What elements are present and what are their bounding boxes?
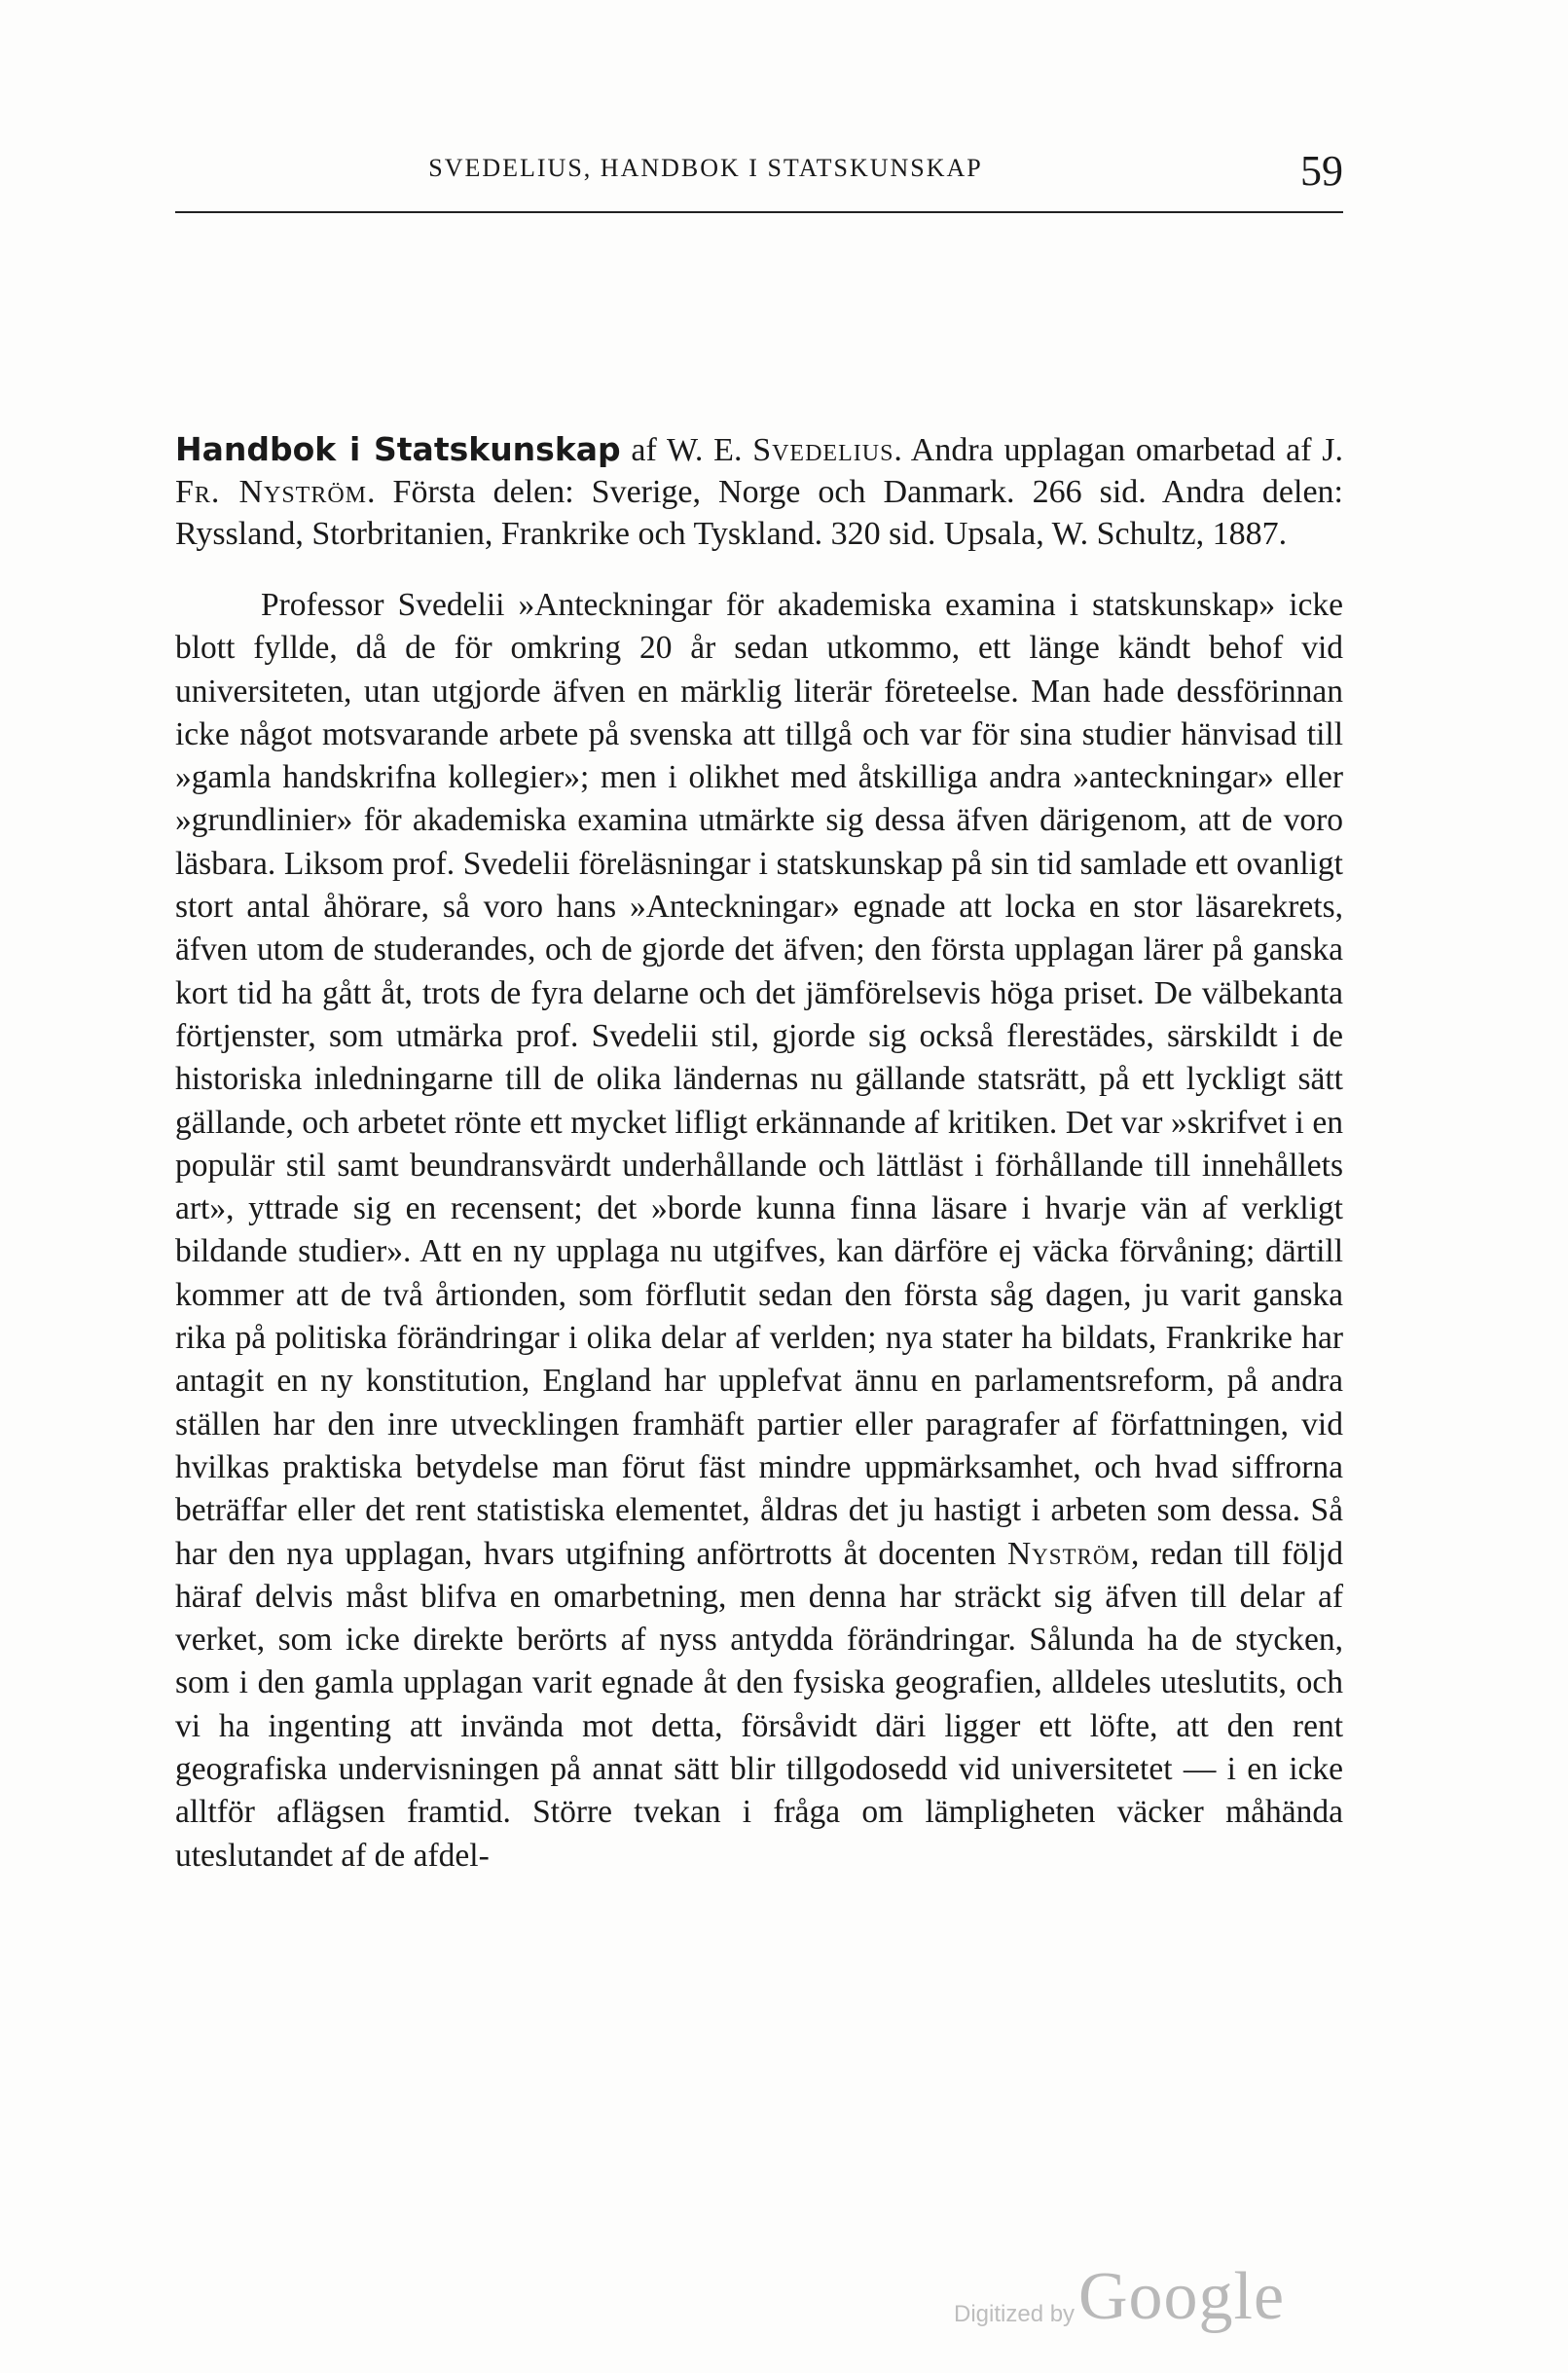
paragraph-text: , redan till följd häraf delvis måst blifva en omarbetning, men denna har sträckt sig äfven till delar af verket, som icke direkte berörts af nyss antydda förändringar. Sålunda ha de stycken, som i den gamla upplagan varit egnade åt den fysiska geografien, alldeles uteslutits, och vi ha ingenting att invända mot detta, försåvidt däri ligger ett löfte, att den rent geografiska undervisningen på annat sätt blir tillgodosedd vid universitetet — i en icke alltför aflägsen framtid. Större tvekan i fråga om lämpligheten väcker måhända uteslutandet af de afdel- (175, 1535, 1343, 1874)
running-title: SVEDELIUS, HANDBOK I STATSKUNSKAP (428, 154, 983, 182)
google-logo: Google (1078, 2259, 1286, 2334)
page-number: 59 (1300, 147, 1343, 195)
header-rule (175, 211, 1343, 213)
citation-text: . Första delen: Sverige, Norge och Danmark. 266 sid. Andra delen: Ryssland, Storbritanien, Frankrike och Tyskland. 320 sid. Upsala, W. Schultz, 1887. (175, 474, 1343, 552)
paragraph-text: Professor Svedelii »Anteckningar för akademiska examina i statskunskap» icke blott fyllde, då de för omkring 20 år sedan utkommo, ett länge kändt behof vid universiteten, utan utgjorde äfven en märklig literär företeelse. Man hade dessförinnan icke något motsvarande arbete på svenska att tillgå och var för sina studier hänvisad till »gamla handskrifna kollegier»; men i olikhet med åtskilliga andra »anteckningar» eller »grundlinier» för akademiska examina utmärkte sig dessa äfven därigenom, att de voro läsbara. Liksom prof. Svedelii föreläsningar i statskunskap på sin tid samlade ett ovanligt stort antal åhörare, så voro hans »Anteckningar» egnade att locka en stor läsarekrets, äfven utom de studerandes, och de gjorde det äfven; den första upplagan lärer på ganska kort tid ha gått åt, trots de fyra delarne och det jämförelsevis höga priset. De välbekanta förtjenster, som utmärka prof. Svedelii stil, gjorde sig också flerestädes, särskildt i de historiska inledningarne till de olika ländernas nu gällande statsrätt, på ett lyckligt sätt gällande, och arbetet rönte ett mycket lifligt erkännande af kritiken. Det var »skrifvet i en populär stil samt beundransvärdt underhållande och lättläst i förhållande till innehållets art», yttrade sig en recensent; det »borde kunna finna läsare i hvarje vän af verkligt bildande studier». Att en ny upplaga nu utgifves, kan därföre ej väcka förvåning; därtill kommer att de två årtionden, som förflutit sedan den första såg dagen, ju varit ganska rika på politiska förändringar i olika delar af verlden; nya stater ha bildats, Frankrike har antagit en ny konstitution, England har upplefvat ännu en parlamentsreform, på andra ställen har den inre utvecklingen framhäft partier eller paragrafer af författningen, vid hvilkas praktiska betydelse man förut fäst mindre uppmärksamhet, och hvad siffrorna beträffar eller det rent statistiska elementet, åldras det ju hastigt i arbeten som dessa. Så har den nya upplagan, hvars utgifning anförtrotts åt docenten (175, 587, 1343, 1572)
bibliographic-citation (175, 428, 1343, 555)
citation-text: af W. E. (620, 432, 753, 468)
review-paragraph (175, 584, 1343, 1878)
watermark-prefix: Digitized by (954, 2301, 1076, 2327)
editor-name: Nyström (1006, 1535, 1131, 1572)
citation-text: . Andra upplagan omarbetad af J. (893, 432, 1343, 468)
running-head (175, 146, 1343, 204)
digitized-watermark (942, 2248, 1351, 2336)
book-review (175, 428, 1343, 1878)
book-title: Handbok i Statskunskap (175, 430, 621, 468)
citation-editor: Fr. Nyström (175, 474, 368, 510)
citation-author: Svedelius (752, 432, 894, 468)
